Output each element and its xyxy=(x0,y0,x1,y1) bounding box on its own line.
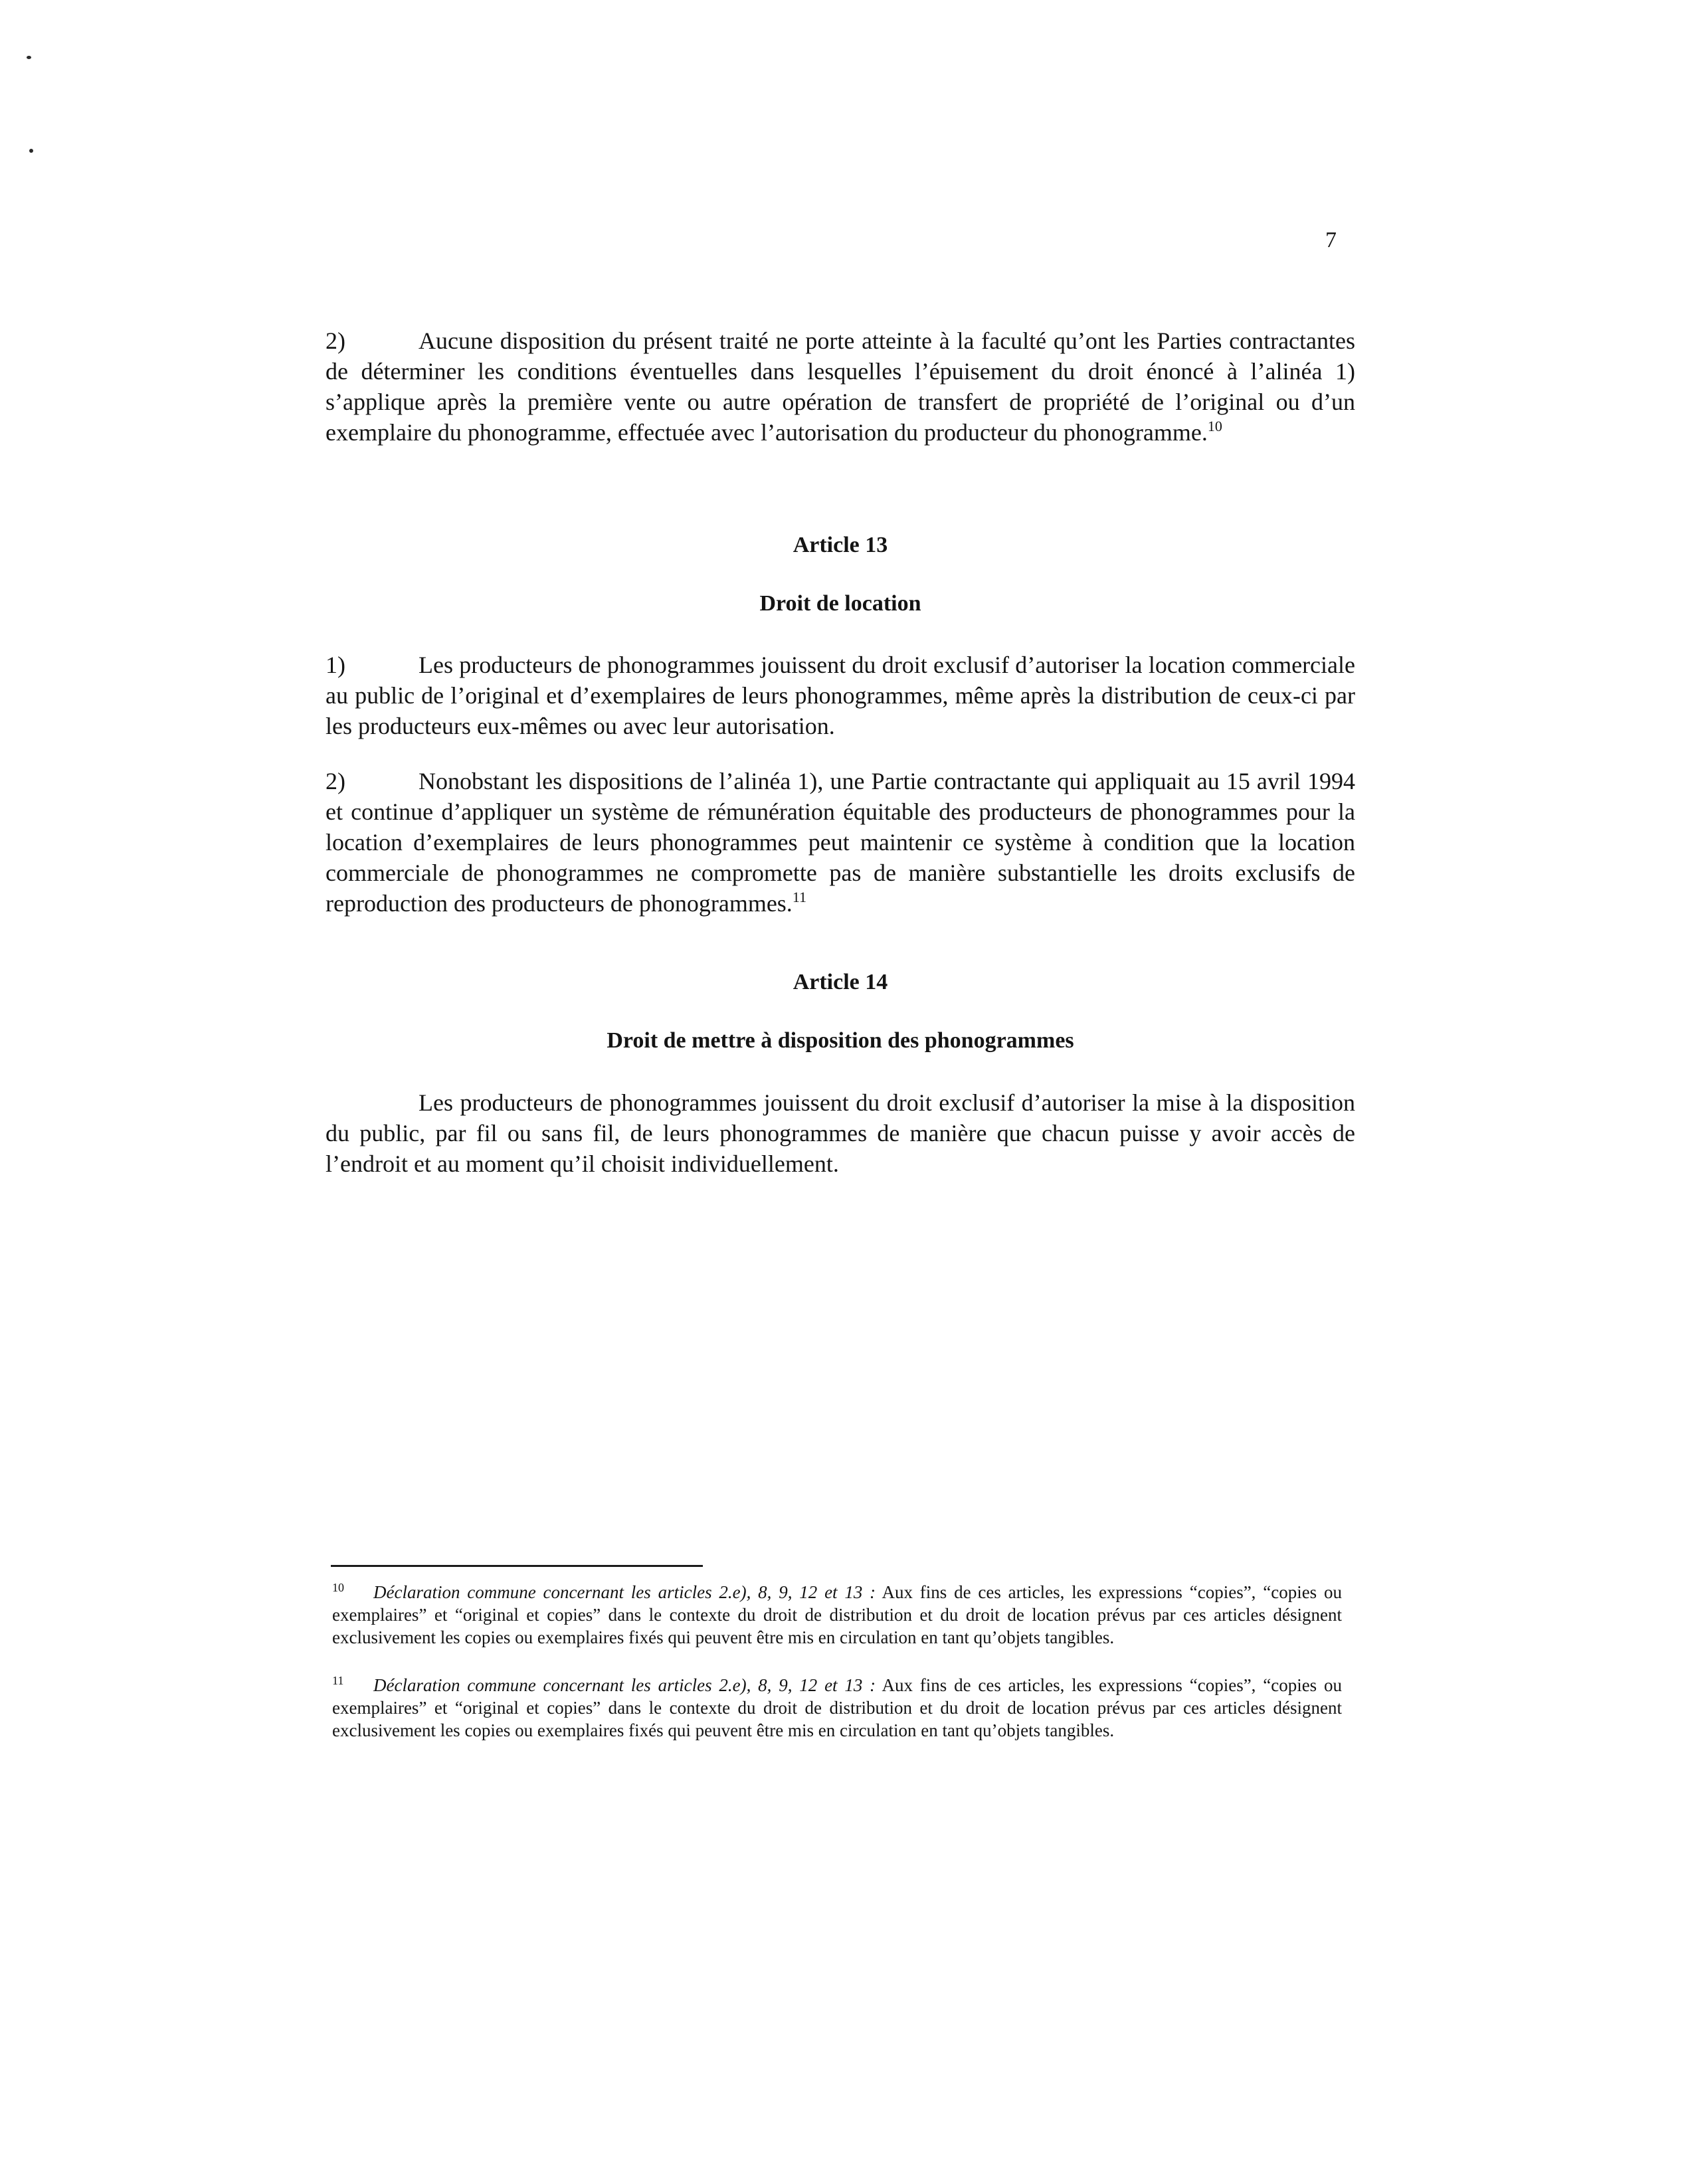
scan-speck xyxy=(29,149,33,153)
footnote-text: Aux fins de ces articles, les expressions “copies”, “copies ou exemplaires” et “original et copies” dans le contexte du droit de distribution et du droit de location prévus par ces articles désignent exclusivement les copies ou exemplaires fixés qui peuvent être mis en circulation en tant qu’objets tangibles. xyxy=(332,1582,1342,1647)
page-number: 7 xyxy=(1325,228,1337,252)
footnote-title: Déclaration commune concernant les articles 2.e), 8, 9, 12 et 13 : xyxy=(373,1582,876,1602)
article-13-paragraph-1 xyxy=(326,650,1355,741)
article-14-paragraph xyxy=(326,1087,1355,1179)
scan-speck xyxy=(27,56,31,59)
article-14-title: Article 14 xyxy=(793,970,888,994)
paragraph-number: 2) xyxy=(326,768,345,794)
footnote-text: Aux fins de ces articles, les expressions “copies”, “copies ou exemplaires” et “original et copies” dans le contexte du droit de distribution et du droit de location prévus par ces articles désignent exclusivement les copies ou exemplaires fixés qui peuvent être mis en circulation en tant qu’objets tangibles. xyxy=(332,1675,1342,1740)
footnote-11: 11 Déclaration commune concernant les articles 2.e), 8, 9, 12 et 13 : Aux fins de ces articles, les expressions “copies”, “copies ou exemplaires” et “original et copies” dans le contexte du droit de distribution et du droit de location prévus par ces articles désignent exclusivement les copies ou exemplaires fixés qui peuvent être mis en circulation en tant qu’objets tangibles. xyxy=(332,1674,1342,1740)
paragraph-text: Aucune disposition du présent traité ne porte atteinte à la faculté qu’ont les Parties contractantes de déterminer les conditions éventuelles dans lesquelles l’épuisement du droit énoncé à l’alinéa 1) s’applique après la première vente ou autre opération de transfert de propriété de l’original ou d’un exemplaire du phonogramme, effectuée avec l’autorisation du producteur du phonogramme. xyxy=(326,327,1355,446)
paragraph-text: Nonobstant les dispositions de l’alinéa 1), une Partie contractante qui appliquait au 15 avril 1994 et continue d’appliquer un système de rémunération équitable des producteurs de phonogrammes pour la location d’exemplaires de leurs phonogrammes peut maintenir ce système à condition que la location commerciale de phonogrammes ne compromette pas de manière substantielle les droits exclusifs de reproduction des producteurs de phonogrammes. xyxy=(326,768,1355,917)
footnote-reference[interactable]: 10 xyxy=(1207,418,1222,434)
paragraph-text: Les producteurs de phonogrammes jouissent du droit exclusif d’autoriser la mise à la disposition du public, par fil ou sans fil, de leurs phonogrammes de manière que chacun puisse y avoir accès de l’endroit et au moment qu’il choisit individuellement. xyxy=(326,1089,1355,1177)
footnote-10: 10 Déclaration commune concernant les articles 2.e), 8, 9, 12 et 13 : Aux fins de ces articles, les expressions “copies”, “copies ou exemplaires” et “original et copies” dans le contexte du droit de distribution et du droit de location prévus par ces articles désignent exclusivement les copies ou exemplaires fixés qui peuvent être mis en circulation en tant qu’objets tangibles. xyxy=(332,1581,1342,1647)
article-13-subtitle: Droit de location xyxy=(759,591,921,616)
footnote-separator xyxy=(331,1565,703,1567)
article-13-paragraph-2 xyxy=(326,766,1355,919)
article-14-subtitle: Droit de mettre à disposition des phonogrammes xyxy=(607,1028,1074,1053)
paragraph-number: 2) xyxy=(326,327,345,354)
footnote-title: Déclaration commune concernant les articles 2.e), 8, 9, 12 et 13 : xyxy=(373,1675,876,1695)
article-12-paragraph-2 xyxy=(326,325,1355,448)
paragraph-number: 1) xyxy=(326,652,345,678)
article-13-title: Article 13 xyxy=(793,533,888,557)
paragraph-text: Les producteurs de phonogrammes jouissent du droit exclusif d’autoriser la location commerciale au public de l’original et d’exemplaires de leurs phonogrammes, même après la distribution de ceux-ci par les producteurs eux-mêmes ou avec leur autorisation. xyxy=(326,652,1355,739)
footnote-reference[interactable]: 11 xyxy=(792,889,806,905)
